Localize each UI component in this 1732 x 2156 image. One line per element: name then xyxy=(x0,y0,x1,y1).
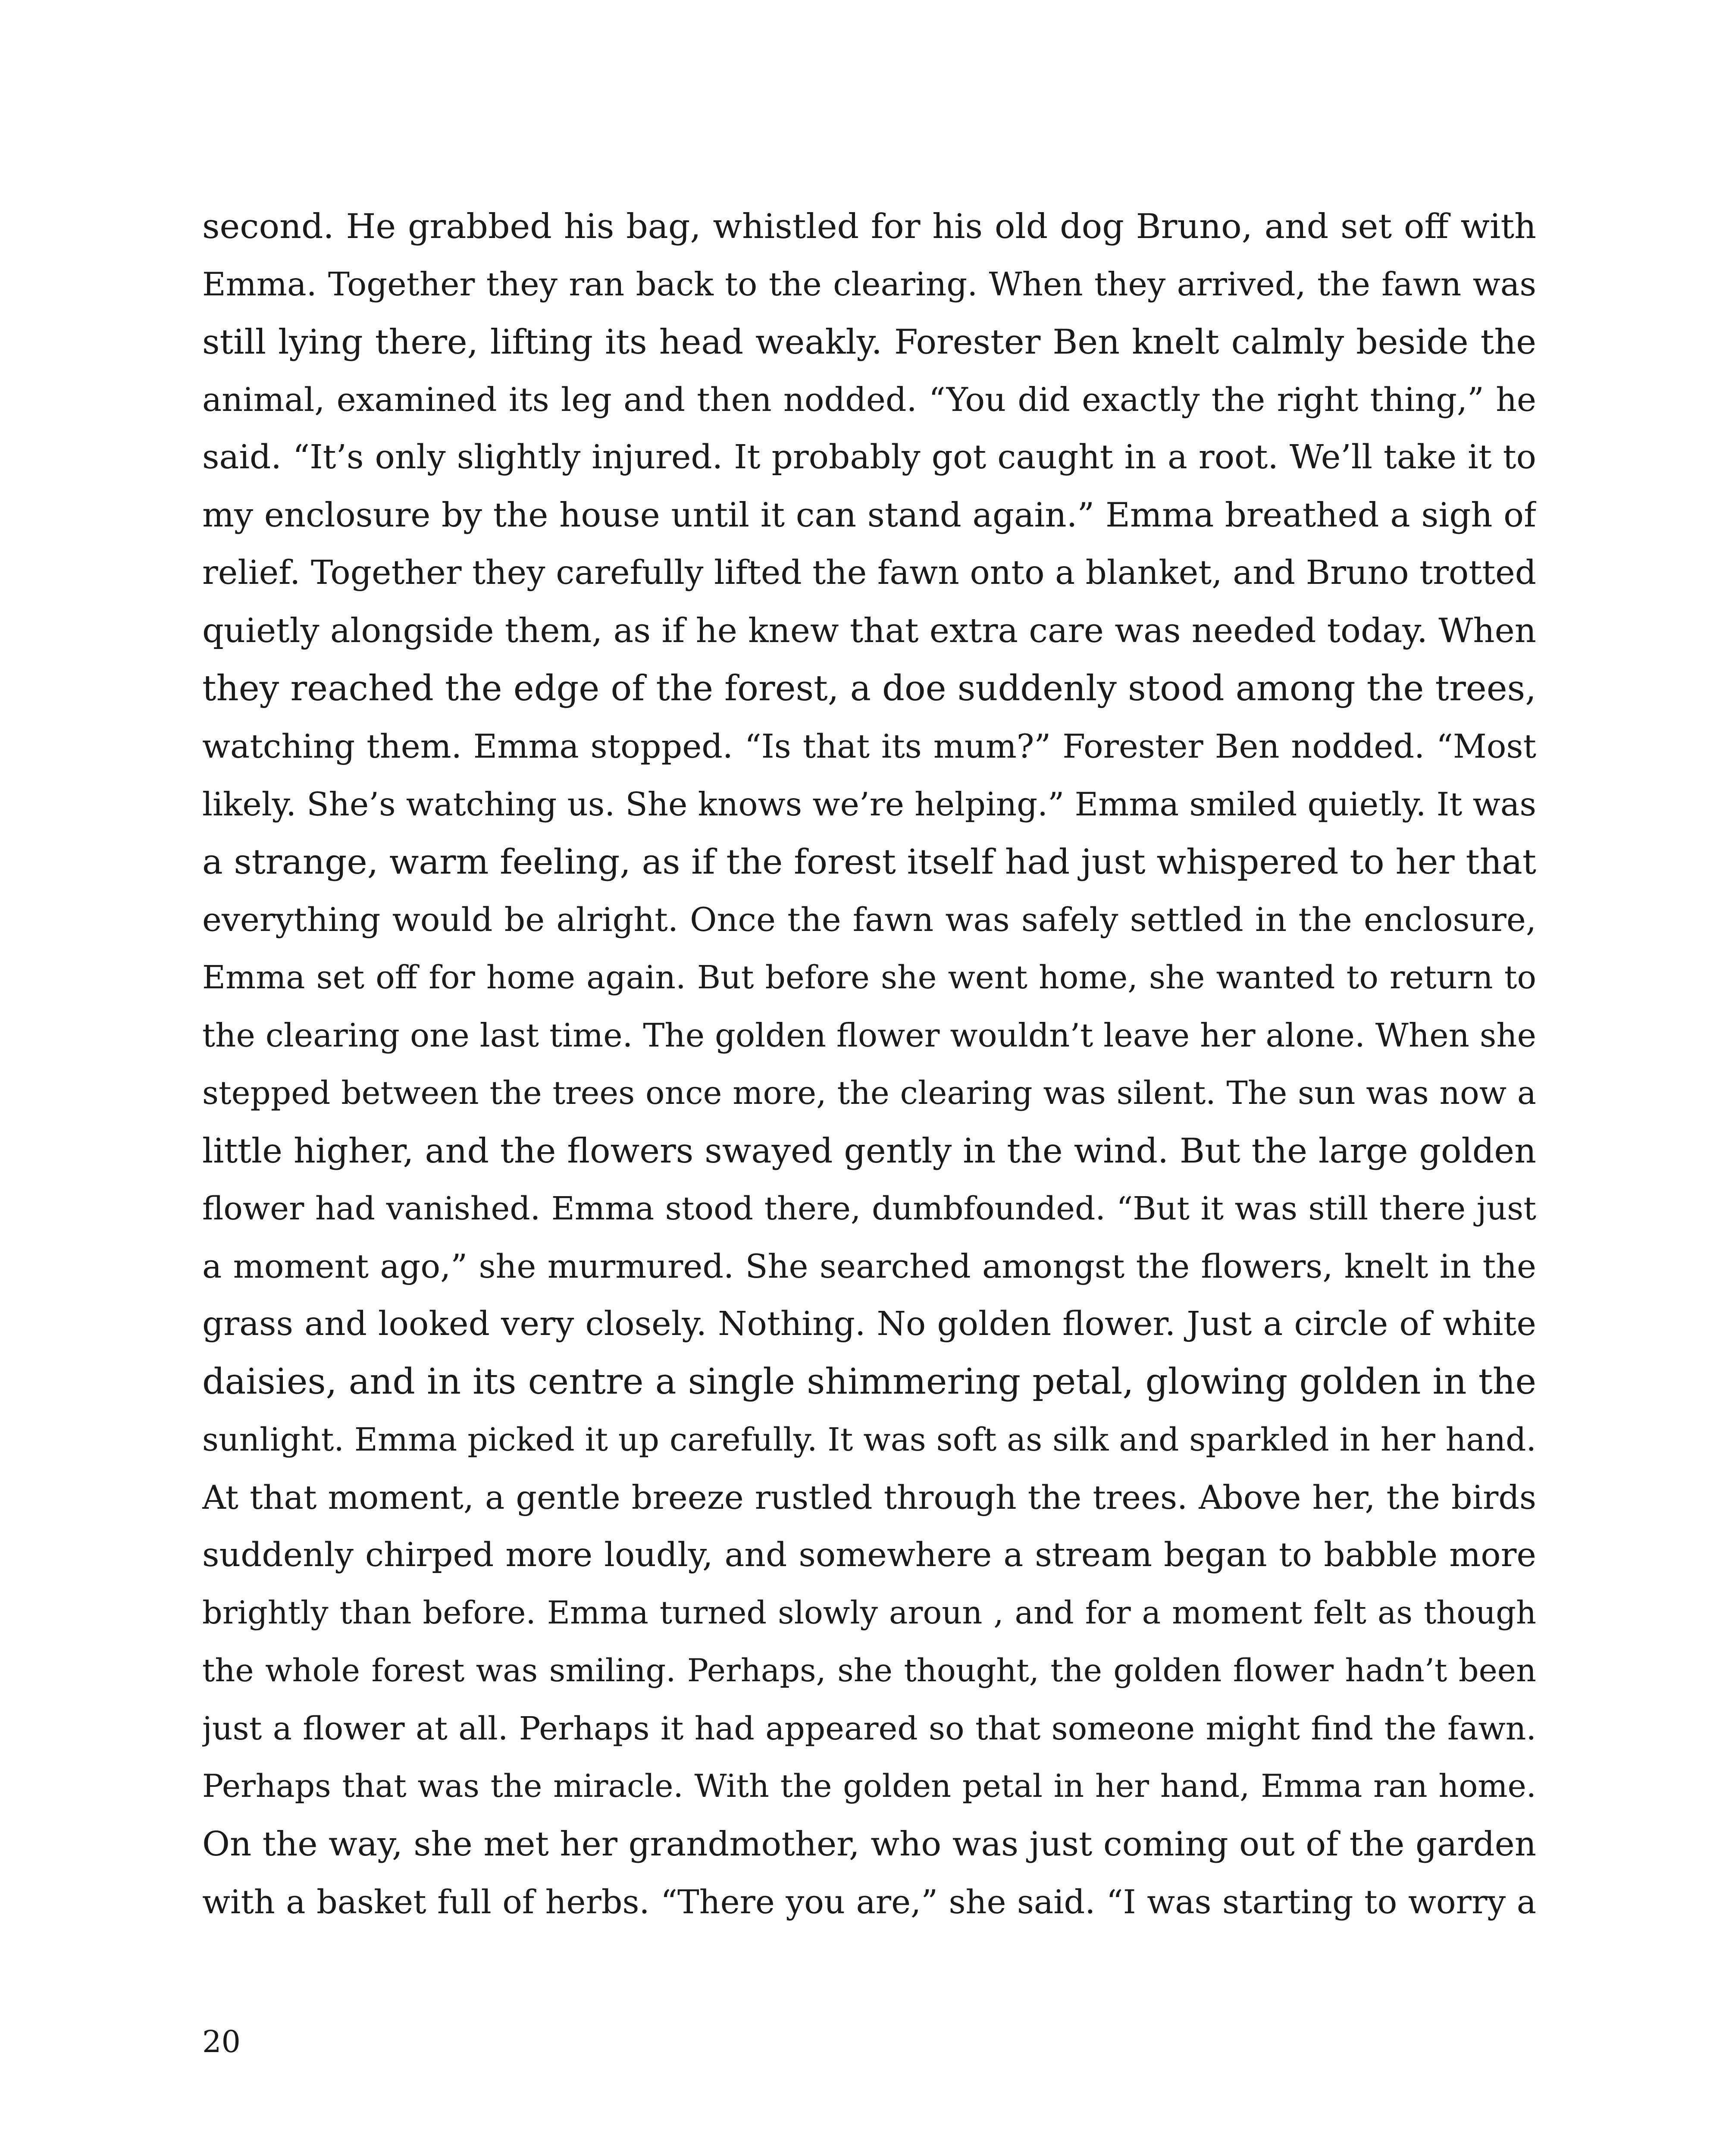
text-line: brightly than before. Emma turned slowly aroun , and for a moment felt as though xyxy=(202,1595,1536,1631)
text-line: At that moment, a gentle breeze rustled through the trees. Above her, the birds xyxy=(202,1478,1536,1517)
text-line: grass and looked very closely. Nothing. No golden flower. Just a circle of white xyxy=(202,1305,1536,1343)
text-line: stepped between the trees once more, the clearing was silent. The sun was now a xyxy=(202,1075,1536,1112)
text-line: suddenly chirped more loudly, and somewhere a stream began to babble more xyxy=(202,1536,1536,1574)
text-line: everything would be alright. Once the fawn was safely settled in the enclosure, xyxy=(202,900,1536,939)
body-text xyxy=(202,197,1536,1931)
text-line: quietly alongside them, as if he knew that extra care was needed today. When xyxy=(202,611,1536,650)
text-line: a strange, warm feeling, as if the forest itself had just whispered to her that xyxy=(202,842,1536,882)
text-line: a moment ago,” she murmured. She searched amongst the flowers, knelt in the xyxy=(202,1247,1536,1285)
text-line: animal, examined its leg and then nodded. “You did exactly the right thing,” he xyxy=(202,380,1536,419)
text-line: Emma set off for home again. But before she went home, she wanted to return to xyxy=(202,959,1536,996)
text-line: said. “It’s only slightly injured. It probably got caught in a root. We’ll take it to xyxy=(202,438,1536,476)
text-line: little higher, and the flowers swayed gently in the wind. But the large golden xyxy=(202,1131,1536,1171)
text-line: with a basket full of herbs. “There you are,” she said. “I was starting to worry a xyxy=(202,1883,1536,1921)
text-line: the clearing one last time. The golden flower wouldn’t leave her alone. When she xyxy=(202,1016,1536,1054)
text-line: Emma. Together they ran back to the clearing. When they arrived, the fawn was xyxy=(202,265,1536,303)
text-line: the whole forest was smiling. Perhaps, she thought, the golden flower hadn’t been xyxy=(202,1652,1536,1689)
text-line: my enclosure by the house until it can stand again.” Emma breathed a sigh of xyxy=(202,496,1536,535)
text-line: On the way, she met her grandmother, who was just coming out of the garden xyxy=(202,1825,1536,1864)
text-line: daisies, and in its centre a single shimmering petal, glowing golden in the xyxy=(202,1361,1536,1402)
page-number: 20 xyxy=(202,2024,241,2059)
text-line: just a flower at all. Perhaps it had appeared so that someone might find the fawn. xyxy=(202,1710,1536,1747)
text-line: second. He grabbed his bag, whistled for his old dog Bruno, and set off with xyxy=(202,207,1536,246)
text-line: flower had vanished. Emma stood there, dumbfounded. “But it was still there just xyxy=(202,1190,1536,1227)
text-line: relief. Together they carefully lifted the fawn onto a blanket, and Bruno trotted xyxy=(202,554,1536,592)
text-line: they reached the edge of the forest, a doe suddenly stood among the trees, xyxy=(202,668,1536,709)
text-line: still lying there, lifting its head weakly. Forester Ben knelt calmly beside the xyxy=(202,322,1536,362)
text-line: sunlight. Emma picked it up carefully. It was soft as silk and sparkled in her hand. xyxy=(202,1421,1536,1458)
text-line: Perhaps that was the miracle. With the golden petal in her hand, Emma ran home. xyxy=(202,1768,1536,1805)
text-line: likely. She’s watching us. She knows we’re helping.” Emma smiled quietly. It was xyxy=(202,785,1536,823)
text-line: watching them. Emma stopped. “Is that its mum?” Forester Ben nodded. “Most xyxy=(202,727,1536,765)
